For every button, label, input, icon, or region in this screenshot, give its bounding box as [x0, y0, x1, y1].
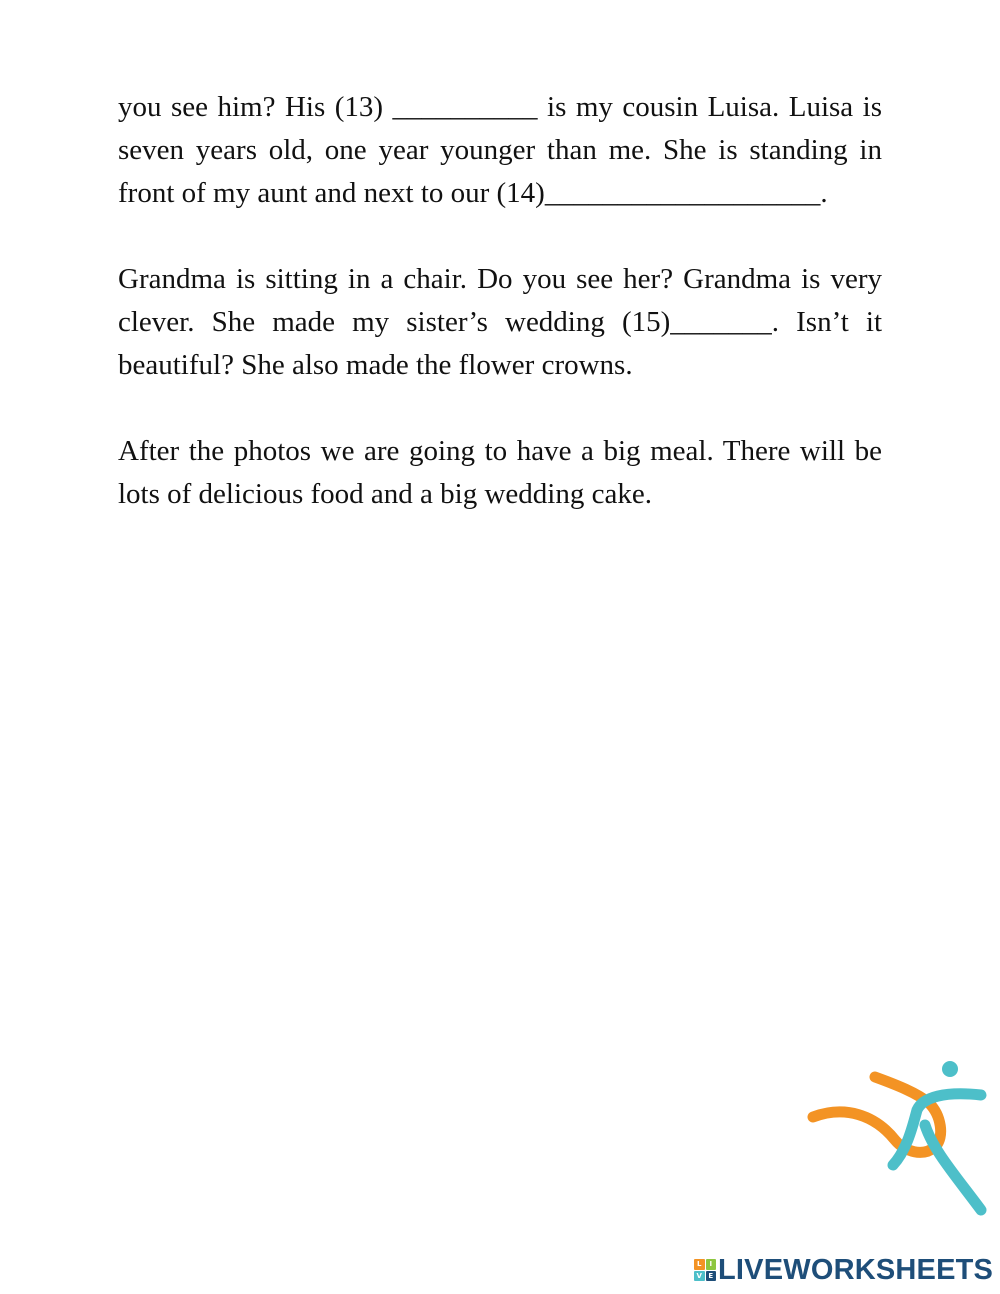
paragraph-meal: After the photos we are going to have a big meal. There will be lots of delicious food and a big wedding cake. — [118, 435, 882, 510]
badge-letter: E — [706, 1271, 717, 1282]
badge-letter: V — [694, 1271, 705, 1282]
worksheet-text — [118, 86, 882, 559]
brand-wordmark: LIVEWORKSHEETS — [718, 1253, 994, 1286]
badge-letter: L — [694, 1259, 705, 1270]
paragraph-cousin: you see him? His (13) __________ is my cousin Luisa. Luisa is seven years old, one year younger than me. She is standing in front of my aunt and next to our (14)___________________. — [118, 91, 882, 209]
running-figure-logo-icon — [805, 1055, 995, 1225]
live-badge-icon — [694, 1259, 716, 1281]
paragraph-grandma: Grandma is sitting in a chair. Do you see her? Grandma is very clever. She made my sister’s wedding (15)_______. Isn’t it beautiful? She also made the flower crowns. — [118, 263, 882, 381]
liveworksheets-logo — [694, 1250, 993, 1290]
badge-letter: I — [706, 1259, 717, 1270]
